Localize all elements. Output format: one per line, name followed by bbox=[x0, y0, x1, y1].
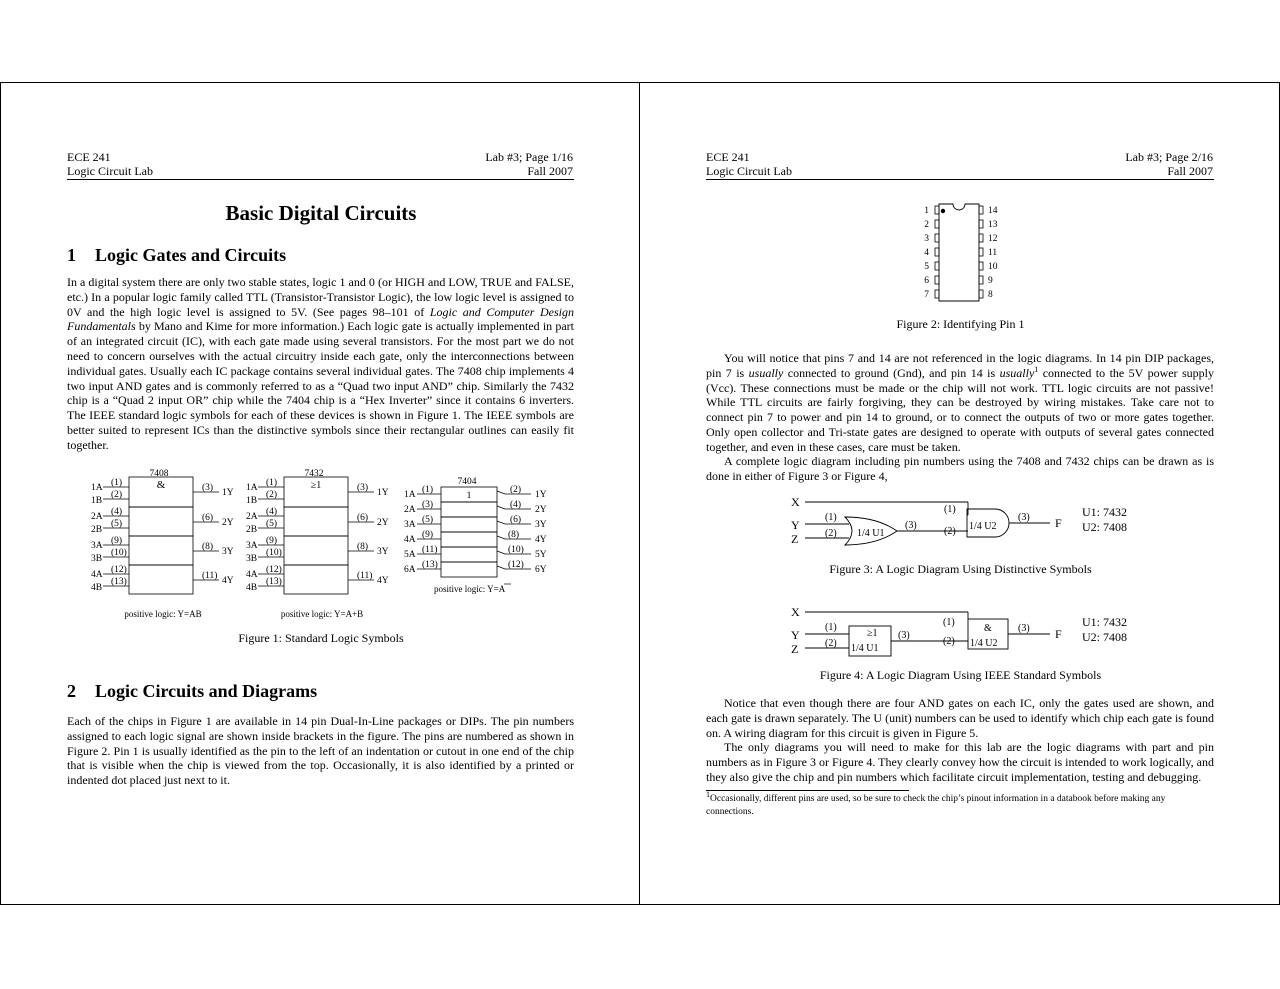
input-label: 1A bbox=[246, 483, 258, 493]
page-2 bbox=[639, 82, 1280, 905]
output-label: 3Y bbox=[535, 520, 547, 530]
input-label: 2B bbox=[91, 525, 103, 535]
input-label: 2A bbox=[91, 512, 103, 522]
gate-box bbox=[284, 565, 348, 594]
pin-number: 6 bbox=[924, 276, 929, 286]
output-label: 6Y bbox=[535, 565, 547, 575]
header-term: Fall 2007 bbox=[527, 164, 573, 178]
and-symbol: & bbox=[156, 479, 166, 491]
paragraph-diagram-requirements: The only diagrams you will need to make for this lab are the logic diagrams with part and pin numbers as in Figure 3 or Figure 4. They clearly convey how the circuit is intended to work logically, and they also give the chip and pin numbers which facilitate circuit implementation, testing and debugging. bbox=[706, 740, 1214, 784]
pin-number: (5) bbox=[266, 519, 278, 529]
logic-equation: positive logic: Y=A+B bbox=[280, 609, 364, 619]
pin-number: (8) bbox=[202, 542, 214, 552]
output-label: 1Y bbox=[535, 490, 547, 500]
pin-number: 2 bbox=[924, 220, 929, 230]
pin-number: (5) bbox=[422, 515, 434, 525]
pin-number: (13) bbox=[422, 560, 438, 570]
input-label: 5A bbox=[404, 550, 416, 560]
inverter-box bbox=[441, 532, 497, 547]
pin-label: (1) bbox=[944, 504, 956, 515]
input-label: 1B bbox=[91, 496, 103, 506]
pin-number: (9) bbox=[422, 530, 434, 540]
pin-number: (11) bbox=[202, 571, 218, 581]
unit-label: 1/4 U1 bbox=[857, 528, 885, 539]
output-label: 5Y bbox=[535, 550, 547, 560]
pin-number: 12 bbox=[988, 234, 998, 244]
input-label: 4A bbox=[404, 535, 416, 545]
input-z-label: Z bbox=[791, 532, 799, 546]
figure-3-distinctive-diagram bbox=[785, 491, 1145, 549]
pin-label: (3) bbox=[898, 630, 910, 641]
section-title: Logic Gates and Circuits bbox=[95, 245, 287, 265]
header-rule bbox=[706, 179, 1214, 180]
input-label: 3B bbox=[246, 554, 258, 564]
document-title: Basic Digital Circuits bbox=[225, 201, 417, 225]
paragraph-dip-packages: Each of the chips in Figure 1 are available in 14 pin Dual-In-Line packages or DIPs. The pin numbers assigned to each logic signal are shown inside brackets in the figure. The pins are numbered as shown in Figure 2. Pin 1 is usually identified as the pin to the left of an indentation or cutout in one end of the chip that is visible when the chip is viewed from the top. Occasionally, it is also identified by a printed or indented dot placed just next to it. bbox=[67, 714, 574, 788]
text-run: connected to the 5V power supply (Vcc). These connections must be made or the chip will not work. TTL logic circuits are not passive! While TTL circuits are fairly forgiving, they can be destroyed by wiring mistakes. Take care not to connect pin 7 to power and pin 14 to ground, or to connect the outputs of two or more gates together. Only open collector and Tri-state gates are designed to operate with outputs of several gates connected together, and even in these cases, care must be taken. bbox=[706, 365, 1215, 454]
pin-label: (3) bbox=[1018, 623, 1030, 634]
pin-number: (6) bbox=[510, 515, 522, 525]
input-label: 4B bbox=[91, 583, 103, 593]
chip-7432 bbox=[246, 469, 389, 619]
header-page-number: Lab #3; Page 2/16 bbox=[1125, 150, 1213, 164]
pin-number: (1) bbox=[111, 478, 123, 488]
or-symbol: ≥1 bbox=[867, 628, 878, 639]
section-number: 2 bbox=[67, 681, 76, 701]
pin-number: 3 bbox=[924, 234, 929, 244]
pin-label: (1) bbox=[825, 622, 837, 633]
pin-number: (12) bbox=[508, 560, 524, 570]
chip-name: 7404 bbox=[457, 477, 477, 487]
inverter-box bbox=[441, 517, 497, 532]
input-label: 1A bbox=[91, 483, 103, 493]
section-title: Logic Circuits and Diagrams bbox=[95, 681, 318, 701]
inverter-symbol: 1 bbox=[466, 491, 472, 501]
text-run: by Mano and Kime for more information.) Each logic gate is actually implemented in part of an integrated circuit (IC), with each gate made using several transistors. For the most part we do not need to concern ourselves with the actual circuitry inside each gate, only the interconnections between individual gates. Usually each IC package contains several individual gates. The 7408 chip implements 4 two input AND gates and is commonly referred to as a “Quad two input AND” chip. Similarly the 7432 chip is a “Quad 2 input OR” chip while the 7404 chip is a “Hex Inverter” since it contains 6 inverters. The IEEE standard logic symbols for each of these devices is shown in Figure 1. The IEEE symbols are better suited to represent ICs than the distinctive symbols since their rectangular outlines can easily fit together. bbox=[67, 319, 574, 452]
pin-number: (8) bbox=[357, 542, 369, 552]
input-label: 2A bbox=[246, 512, 258, 522]
paragraph-logic-diagram: A complete logic diagram including pin numbers using the 7408 and 7432 chips can be drawn as is done in either of Figure 3 or Figure 4, bbox=[706, 454, 1214, 483]
or-symbol: ≥1 bbox=[310, 480, 322, 491]
legend-u1: U1: 7432 bbox=[1082, 615, 1127, 629]
figure-2-dip-chip bbox=[915, 201, 1005, 307]
header-rule bbox=[67, 179, 574, 180]
inverter-box bbox=[441, 547, 497, 562]
page-1 bbox=[0, 82, 640, 905]
footnote-text: Occasionally, different pins are used, so be sure to check the chip’s pinout information in a databook before making any connections. bbox=[706, 794, 1166, 817]
pin-number: 5 bbox=[924, 262, 929, 272]
pin-label: (2) bbox=[944, 526, 956, 537]
unit-label: 1/4 U2 bbox=[969, 521, 997, 532]
pin-number: (3) bbox=[202, 483, 214, 493]
input-label: 4A bbox=[91, 570, 103, 580]
output-label: 4Y bbox=[535, 535, 547, 545]
gate-box bbox=[129, 507, 193, 536]
section-1-heading bbox=[67, 245, 286, 266]
header-course: ECE 241 bbox=[706, 150, 750, 164]
emphasis: usually bbox=[748, 365, 784, 380]
text-run: In a digital system there are only two stable states, logic 1 and 0 (or HIGH and LOW, TRUE and FALSE, etc.) In a popular logic family called TTL (Transistor-Transistor Logic), the low logic level is assigned to 0V and the high logic level is assigned to 5V. (See pages 98–101 of bbox=[67, 275, 574, 319]
pin-label: (1) bbox=[943, 617, 955, 628]
figure-4-ieee-diagram bbox=[785, 601, 1145, 659]
footnote-marker[interactable]: 1 bbox=[1034, 364, 1039, 374]
section-2-heading bbox=[67, 681, 317, 702]
legend-u1: U1: 7432 bbox=[1082, 505, 1127, 519]
pin-number: (5) bbox=[111, 519, 123, 529]
pin-number: (1) bbox=[266, 478, 278, 488]
output-label: 1Y bbox=[377, 488, 389, 498]
input-label: 3B bbox=[91, 554, 103, 564]
output-label: 3Y bbox=[222, 547, 234, 557]
input-y-label: Y bbox=[791, 518, 800, 532]
figure-3-caption: Figure 3: A Logic Diagram Using Distinctive Symbols bbox=[829, 562, 1092, 576]
pin-1-dot bbox=[941, 209, 945, 213]
pin-number: (10) bbox=[508, 545, 524, 555]
figure-2-caption: Figure 2: Identifying Pin 1 bbox=[896, 317, 1025, 331]
pin-number: (9) bbox=[111, 536, 123, 546]
chip-name: 7408 bbox=[149, 469, 169, 479]
pin-number: (3) bbox=[357, 483, 369, 493]
output-label: 3Y bbox=[377, 547, 389, 557]
pin-number: (4) bbox=[111, 507, 123, 517]
input-x-label: X bbox=[791, 605, 800, 619]
gate-box bbox=[129, 565, 193, 594]
chip-7408 bbox=[91, 469, 234, 619]
pin-number: (13) bbox=[266, 577, 282, 587]
pin-label: (2) bbox=[825, 528, 837, 539]
pin-number: (10) bbox=[111, 548, 127, 558]
pin-number: 8 bbox=[988, 290, 993, 300]
pin-label: (1) bbox=[825, 512, 837, 523]
figure-1-logic-symbols bbox=[81, 466, 551, 626]
pin-number: 10 bbox=[988, 262, 998, 272]
pin-number: 14 bbox=[988, 206, 998, 216]
header-lab-name: Logic Circuit Lab bbox=[67, 164, 153, 178]
input-label: 1A bbox=[404, 490, 416, 500]
header-course: ECE 241 bbox=[67, 150, 111, 164]
output-f-label: F bbox=[1055, 627, 1062, 641]
pin-number: (11) bbox=[422, 545, 438, 555]
input-label: 2B bbox=[246, 525, 258, 535]
gate-box bbox=[284, 536, 348, 565]
gate-box bbox=[284, 507, 348, 536]
and-symbol: & bbox=[984, 623, 992, 634]
pin-number: (2) bbox=[266, 490, 278, 500]
chip-7404 bbox=[404, 477, 547, 594]
pin-label: (3) bbox=[905, 520, 917, 531]
book-title: Logic and Computer Design Fundamentals bbox=[67, 304, 574, 334]
pin-number: 7 bbox=[924, 290, 929, 300]
inverter-box bbox=[441, 502, 497, 517]
pin-number: (1) bbox=[422, 485, 434, 495]
figure-4-caption: Figure 4: A Logic Diagram Using IEEE Standard Symbols bbox=[819, 668, 1102, 682]
pin-number: (4) bbox=[510, 500, 522, 510]
logic-equation: positive logic: Y=A bbox=[434, 584, 506, 594]
pin-number: (6) bbox=[202, 513, 214, 523]
header-lab-name: Logic Circuit Lab bbox=[706, 164, 792, 178]
pin-number: (6) bbox=[357, 513, 369, 523]
pin-number: (13) bbox=[111, 577, 127, 587]
chip-name: 7432 bbox=[304, 469, 324, 479]
input-y-label: Y bbox=[791, 628, 800, 642]
pin-number: 4 bbox=[924, 248, 929, 258]
output-label: 2Y bbox=[222, 518, 234, 528]
pin-number: (9) bbox=[266, 536, 278, 546]
legend-u2: U2: 7408 bbox=[1082, 630, 1127, 644]
pin-number: 9 bbox=[988, 276, 993, 286]
pin-number: (8) bbox=[508, 530, 520, 540]
pin-number: (2) bbox=[111, 490, 123, 500]
pin-number: (3) bbox=[422, 500, 434, 510]
input-z-label: Z bbox=[791, 642, 799, 656]
gate-box bbox=[129, 536, 193, 565]
legend-u2: U2: 7408 bbox=[1082, 520, 1127, 534]
pin-number: (10) bbox=[266, 548, 282, 558]
input-label: 4A bbox=[246, 570, 258, 580]
input-label: 4B bbox=[246, 583, 258, 593]
emphasis: usually bbox=[999, 365, 1035, 380]
pin-number: (12) bbox=[266, 565, 282, 575]
pin-label: (2) bbox=[825, 638, 837, 649]
footnote-number: 1 bbox=[706, 789, 710, 799]
input-label: 6A bbox=[404, 565, 416, 575]
header-page-number: Lab #3; Page 1/16 bbox=[485, 150, 573, 164]
input-label: 2A bbox=[404, 505, 416, 515]
pin-number: (11) bbox=[357, 571, 373, 581]
pin-number: 11 bbox=[988, 248, 998, 258]
figure-1-caption: Figure 1: Standard Logic Symbols bbox=[238, 631, 404, 645]
pin-number: (4) bbox=[266, 507, 278, 517]
pin-number: 13 bbox=[988, 220, 998, 230]
pin-label: (3) bbox=[1018, 512, 1030, 523]
unit-label: 1/4 U2 bbox=[970, 638, 998, 649]
paragraph-unit-numbers: Notice that even though there are four AND gates on each IC, only the gates used are shown, and each gate is drawn separately. The U (unit) numbers can be used to identify which chip each gate is found on. A wiring diagram for this circuit is given in Figure 5. bbox=[706, 696, 1214, 740]
pin-number: 1 bbox=[924, 206, 929, 216]
input-label: 3A bbox=[91, 541, 103, 551]
output-label: 2Y bbox=[535, 505, 547, 515]
paragraph-intro bbox=[67, 275, 574, 453]
output-label: 2Y bbox=[377, 518, 389, 528]
output-label: 1Y bbox=[222, 488, 234, 498]
text-run: connected to ground (Gnd), and pin 14 is bbox=[783, 365, 1000, 380]
unit-label: 1/4 U1 bbox=[851, 643, 879, 654]
footnote-rule bbox=[706, 790, 909, 791]
input-label: 1B bbox=[246, 496, 258, 506]
output-f-label: F bbox=[1055, 516, 1062, 530]
logic-equation: positive logic: Y=AB bbox=[124, 609, 202, 619]
pin-number: (12) bbox=[111, 565, 127, 575]
footnote bbox=[706, 789, 1214, 819]
text-run: You will notice that pins 7 and 14 are not referenced in the logic diagrams. In 14 pin DIP packages, pin 7 is bbox=[706, 351, 1214, 380]
section-number: 1 bbox=[67, 245, 76, 265]
header-term: Fall 2007 bbox=[1167, 164, 1213, 178]
chip-outline bbox=[939, 204, 979, 301]
pin-label: (2) bbox=[943, 636, 955, 647]
input-x-label: X bbox=[791, 495, 800, 509]
paragraph-power-pins bbox=[706, 351, 1214, 455]
input-label: 3A bbox=[404, 520, 416, 530]
output-label: 4Y bbox=[222, 576, 234, 586]
input-label: 3A bbox=[246, 541, 258, 551]
pin-number: (2) bbox=[510, 485, 522, 495]
output-label: 4Y bbox=[377, 576, 389, 586]
inverter-box bbox=[441, 562, 497, 577]
